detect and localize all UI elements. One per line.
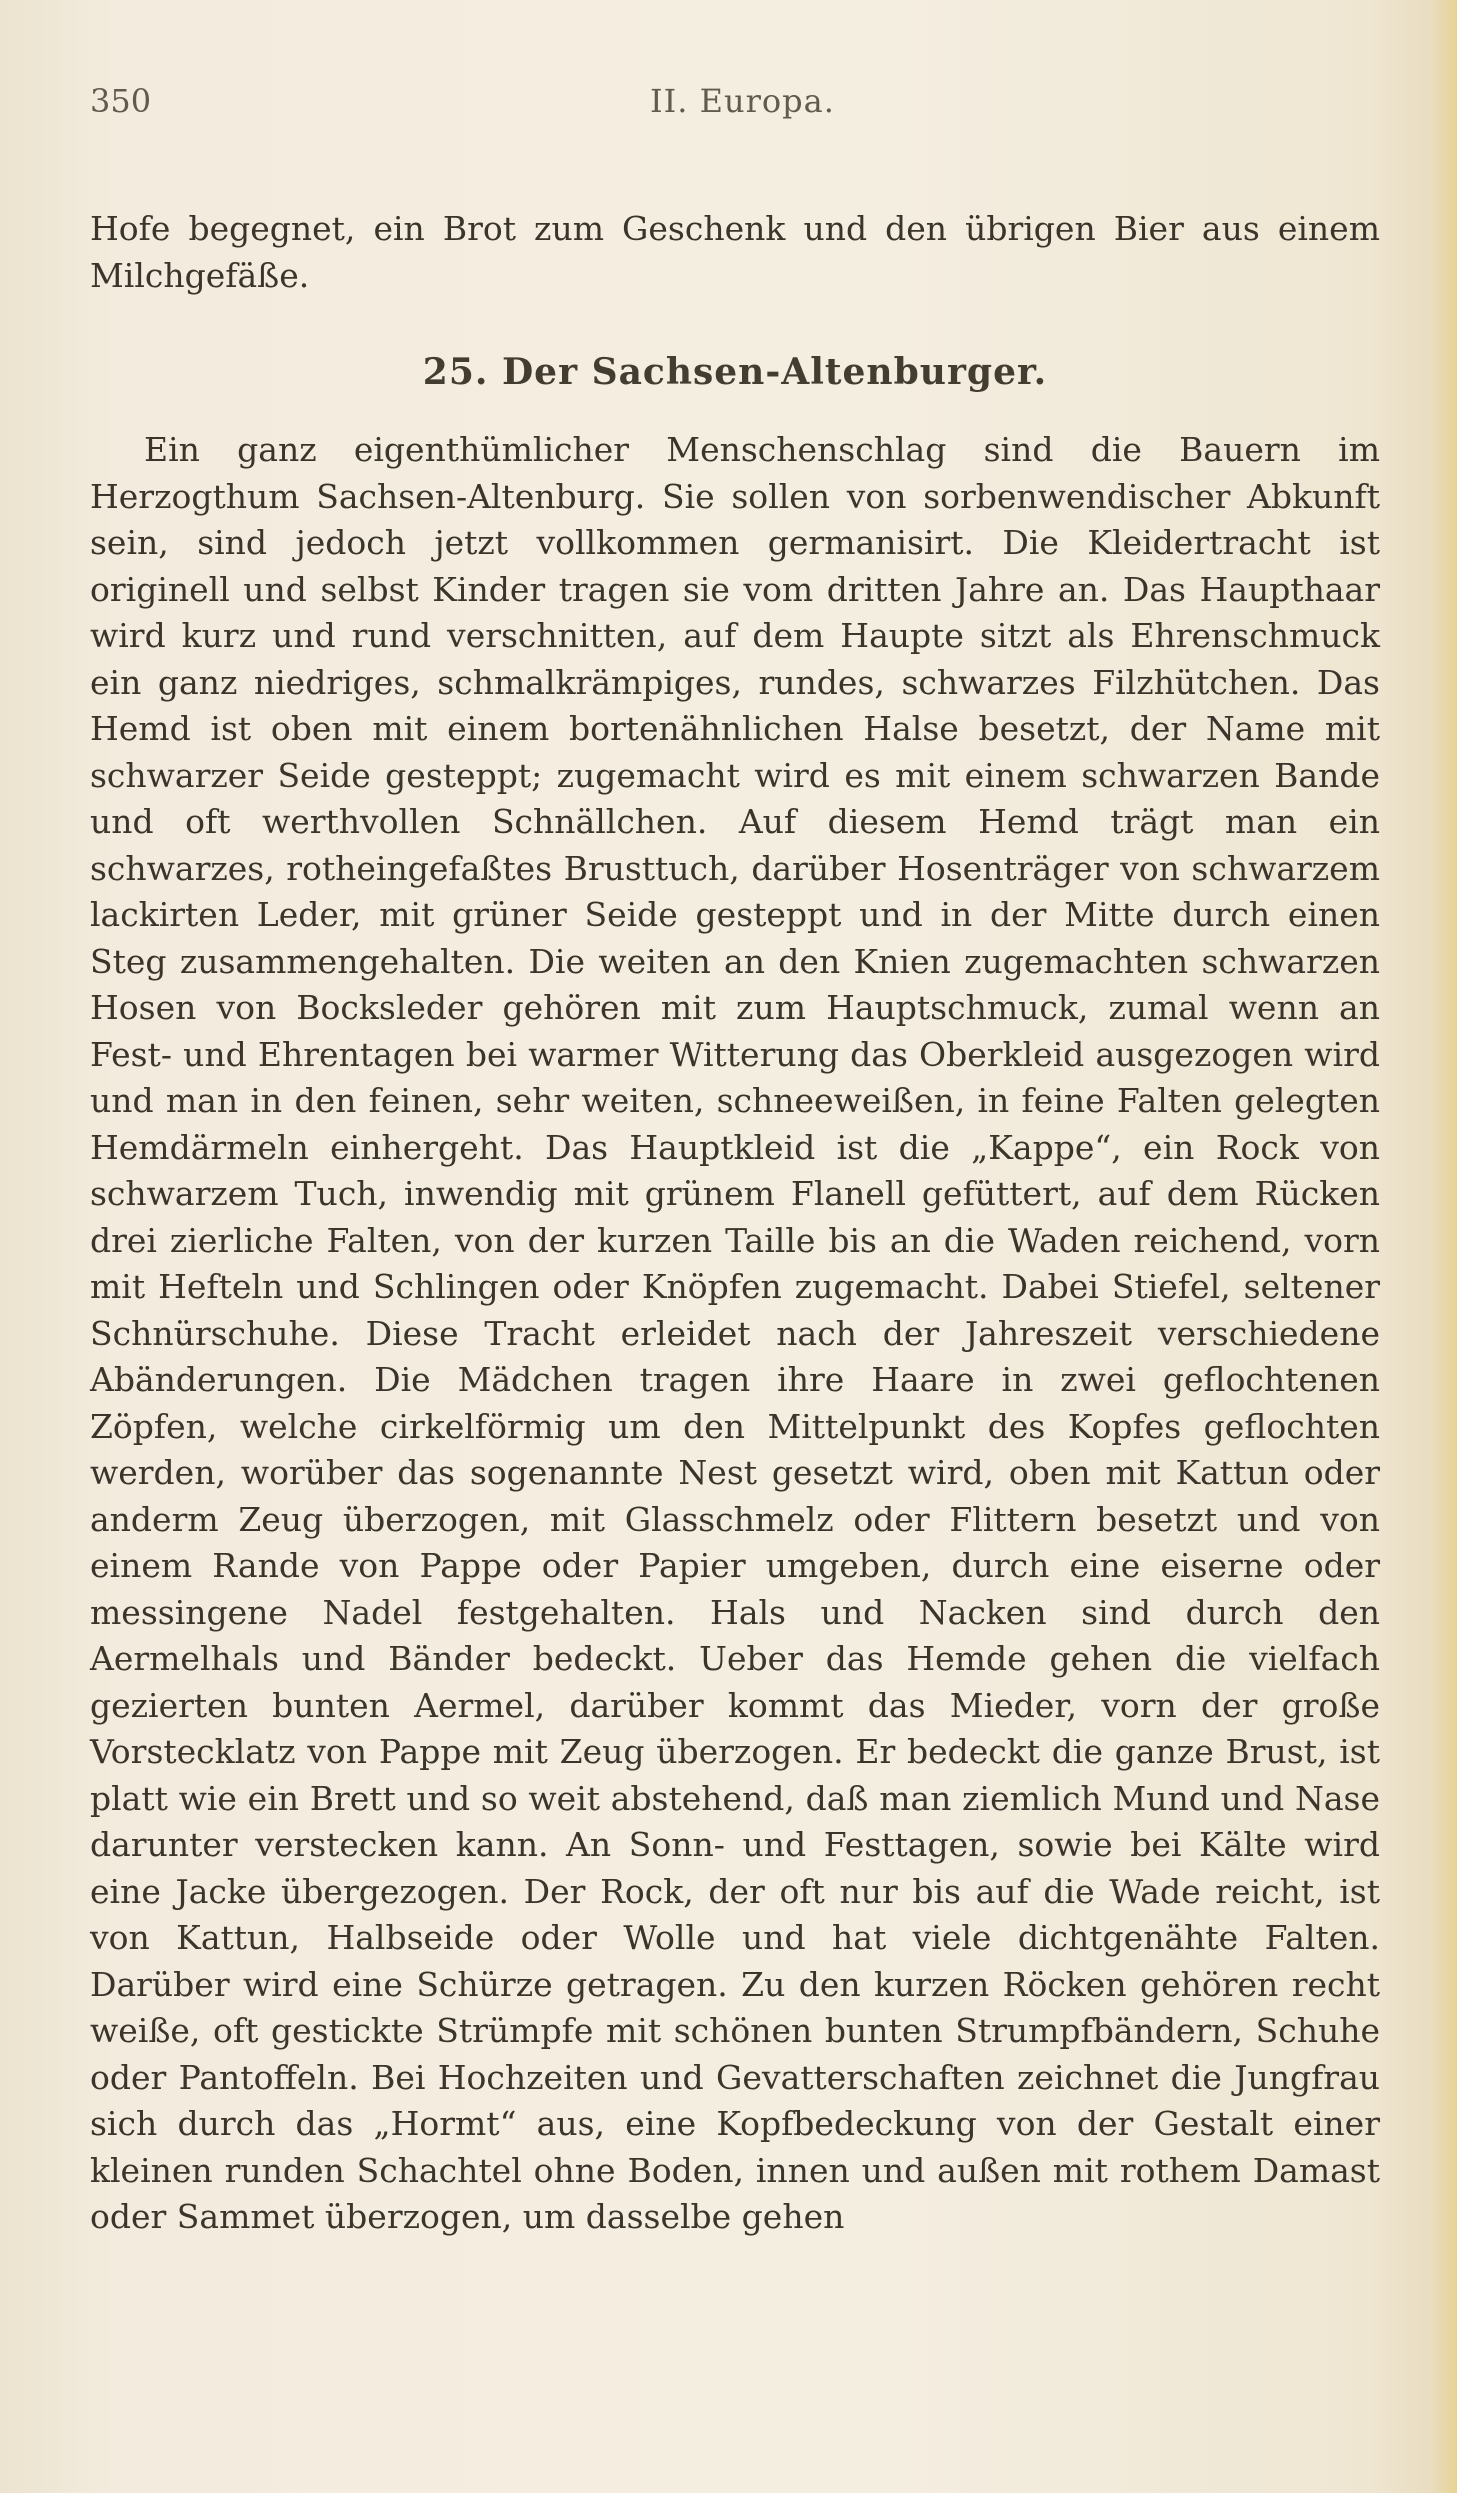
intro-paragraph: Hofe begegnet, ein Brot zum Geschenk und den übrigen Bier aus einem Milchgefäße.: [90, 209, 1380, 295]
page-edge-shading: [1431, 0, 1457, 2493]
section-title: 25. Der Sachsen-Altenburger.: [422, 351, 1048, 393]
section-body-paragraph: Ein ganz eigenthümlicher Menschenschlag sind die Bauern im Herzogthum Sachsen-Altenburg. Sie sollen von sorbenwendischer Abkunft sein, sind jedoch jetzt vollkommen germanisirt. Die Kleidertracht ist originell und selbst Kinder tragen sie vom dritten Jahre an. Das Haupthaar wird kurz und rund verschnitten, auf dem Haupte sitzt als Ehrenschmuck ein ganz niedriges, schmalkrämpiges, rundes, schwarzes Filzhütchen. Das Hemd ist oben mit einem bortenähnlichen Halse besetzt, der Name mit schwarzer Seide gesteppt; zugemacht wird es mit einem schwarzen Bande und oft werthvollen Schnällchen. Auf diesem Hemd trägt man ein schwarzes, rotheingefaßtes Brusttuch, darüber Hosenträger von schwarzem lackirten Leder, mit grüner Seide gesteppt und in der Mitte durch einen Steg zusammengehalten. Die weiten an den Knien zugemachten schwarzen Hosen von Bocksleder gehören mit zum Hauptschmuck, zumal wenn an Fest- und Ehrentagen bei warmer Witterung das Oberkleid ausgezogen wird und man in den feinen, sehr weiten, schneeweißen, in feine Falten gelegten Hemdärmeln einhergeht. Das Hauptkleid ist die „Kappe“, ein Rock von schwarzem Tuch, inwendig mit grünem Flanell gefüttert, auf dem Rücken drei zierliche Falten, von der kurzen Taille bis an die Waden reichend, vorn mit Hefteln und Schlingen oder Knöpfen zugemacht. Dabei Stiefel, seltener Schnürschuhe. Diese Tracht erleidet nach der Jahreszeit verschiedene Abänderungen. Die Mädchen tragen ihre Haare in zwei geflochtenen Zöpfen, welche cirkelförmig um den Mittelpunkt des Kopfes geflochten werden, worüber das sogenannte Nest gesetzt wird, oben mit Kattun oder anderm Zeug überzogen, mit Glasschmelz oder Flittern besetzt und von einem Rande von Pappe oder Papier umgeben, durch eine eiserne oder messingene Nadel festgehalten. Hals und Nacken sind durch den Aermelhals und Bänder bedeckt. Ueber das Hemde gehen die vielfach gezierten bunten Aermel, darüber kommt das Mieder, vorn der große Vorstecklatz von Pappe mit Zeug überzogen. Er bedeckt die ganze Brust, ist platt wie ein Brett und so weit abstehend, daß man ziemlich Mund und Nase darunter verstecken kann. An Sonn- und Festtagen, sowie bei Kälte wird eine Jacke übergezogen. Der Rock, der oft nur bis auf die Wade reicht, ist von Kattun, Halbseide oder Wolle und hat viele dichtgenähte Falten. Darüber wird eine Schürze getragen. Zu den kurzen Röcken gehören recht weiße, oft gestickte Strümpfe mit schönen bunten Strumpfbändern, Schuhe oder Pantoffeln. Bei Hochzeiten und Gevatterschaften zeichnet die Jungfrau sich durch das „Hormt“ aus, eine Kopfbedeckung von der Gestalt einer kleinen runden Schachtel ohne Boden, innen und außen mit rothem Damast oder Sammet überzogen, um dasselbe gehen: [90, 430, 1380, 2236]
page-number: 350: [90, 82, 152, 120]
page-header: [90, 82, 1380, 142]
running-head: II. Europa.: [650, 82, 835, 120]
text-block: [90, 205, 1380, 2241]
